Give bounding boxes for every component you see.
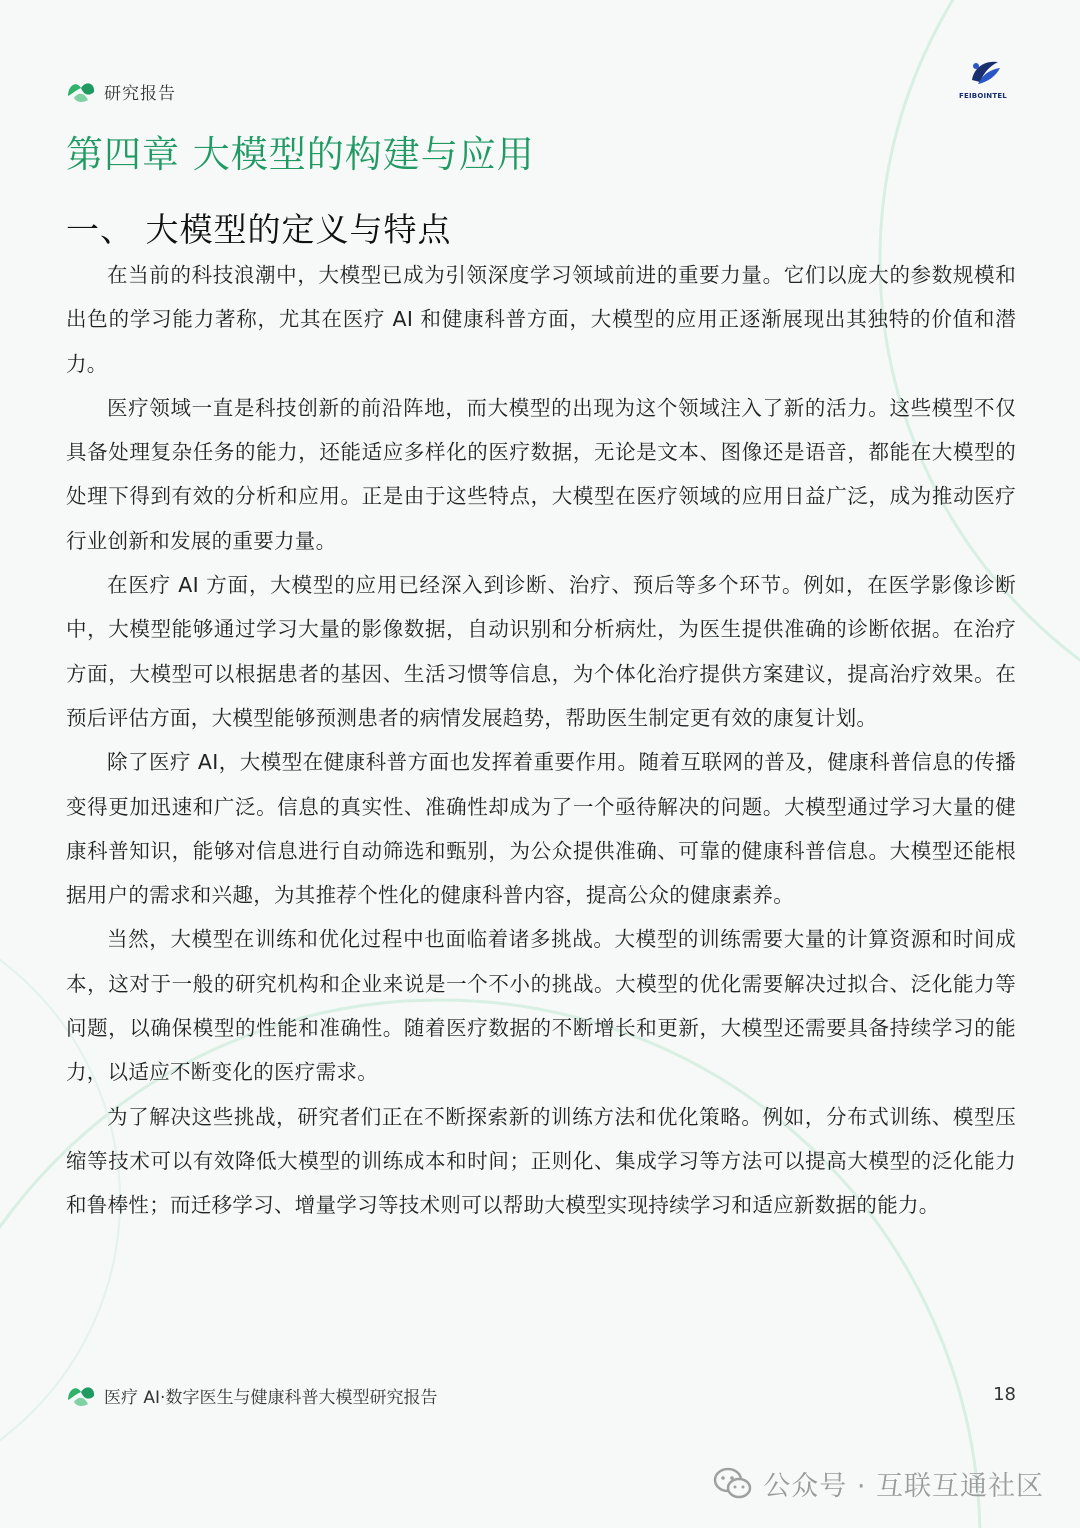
footer-label: 医疗 AI·数字医生与健康科普大模型研究报告 [104, 1387, 438, 1408]
wechat-watermark [713, 1464, 1044, 1503]
paragraph: 除了医疗 AI，大模型在健康科普方面也发挥着重要作用。随着互联网的普及，健康科普信息的传播变得更加迅速和广泛。信息的真实性、准确性却成为了一个亟待解决的问题。大模型通过学习大量的健康科普知识，能够对信息进行自动筛选和甄别，为公众提供准确、可靠的健康科普信息。大模型还能根据用户的需求和兴趣，为其推荐个性化的健康科普内容，提高公众的健康素养。 [66, 750, 1016, 908]
report-footer [66, 1382, 437, 1408]
section-title: 一、 大模型的定义与特点 [66, 210, 452, 249]
paragraph: 医疗领域一直是科技创新的前沿阵地，而大模型的出现为这个领域注入了新的活力。这些模型不仅具备处理复杂任务的能力，还能适应多样化的医疗数据，无论是文本、图像还是语音，都能在大模型的处理下得到有效的分析和应用。正是由于这些特点，大模型在医疗领域的应用日益广泛，成为推动医疗行业创新和发展的重要力量。 [66, 395, 1016, 553]
body-text [66, 253, 1016, 1228]
feibointel-emblem-icon [968, 58, 1002, 86]
feibointel-logo [959, 58, 1008, 100]
paragraph: 为了解决这些挑战，研究者们正在不断探索新的训练方法和优化策略。例如，分布式训练、模型压缩等技术可以有效降低大模型的训练成本和时间；正则化、集成学习等方法可以提高大模型的泛化能力和鲁棒性；而迁移学习、增量学习等技术则可以帮助大模型实现持续学习和适应新数据的能力。 [66, 1104, 1016, 1218]
leaf-logo-icon [66, 78, 96, 104]
chapter-title: 第四章 大模型的构建与应用 [66, 133, 535, 176]
wechat-icon [713, 1467, 753, 1501]
leaf-logo-icon [66, 1382, 96, 1408]
paragraph: 当然，大模型在训练和优化过程中也面临着诸多挑战。大模型的训练需要大量的计算资源和时间成本，这对于一般的研究机构和企业来说是一个不小的挑战。大模型的优化需要解决过拟合、泛化能力等问题，以确保模型的性能和准确性。随着医疗数据的不断增长和更新，大模型还需要具备持续学习的能力，以适应不断变化的医疗需求。 [66, 927, 1016, 1085]
watermark-text: 公众号 · 互联互通社区 [763, 1471, 1044, 1502]
paragraph: 在医疗 AI 方面，大模型的应用已经深入到诊断、治疗、预后等多个环节。例如，在医学影像诊断中，大模型能够通过学习大量的影像数据，自动识别和分析病灶，为医生提供准确的诊断依据。在治疗方面，大模型可以根据患者的基因、生活习惯等信息，为个体化治疗提供方案建议，提高治疗效果。在预后评估方面，大模型能够预测患者的病情发展趋势，帮助医生制定更有效的康复计划。 [66, 573, 1016, 730]
report-header [66, 78, 176, 104]
page-number: 18 [993, 1384, 1016, 1405]
header-label: 研究报告 [104, 83, 176, 104]
logo-text: FEIBOINTEL [959, 92, 1007, 100]
paragraph: 在当前的科技浪潮中，大模型已成为引领深度学习领域前进的重要力量。它们以庞大的参数规模和出色的学习能力著称，尤其在医疗 AI 和健康科普方面，大模型的应用正逐渐展现出其独特的价值和潜力。 [66, 263, 1016, 376]
